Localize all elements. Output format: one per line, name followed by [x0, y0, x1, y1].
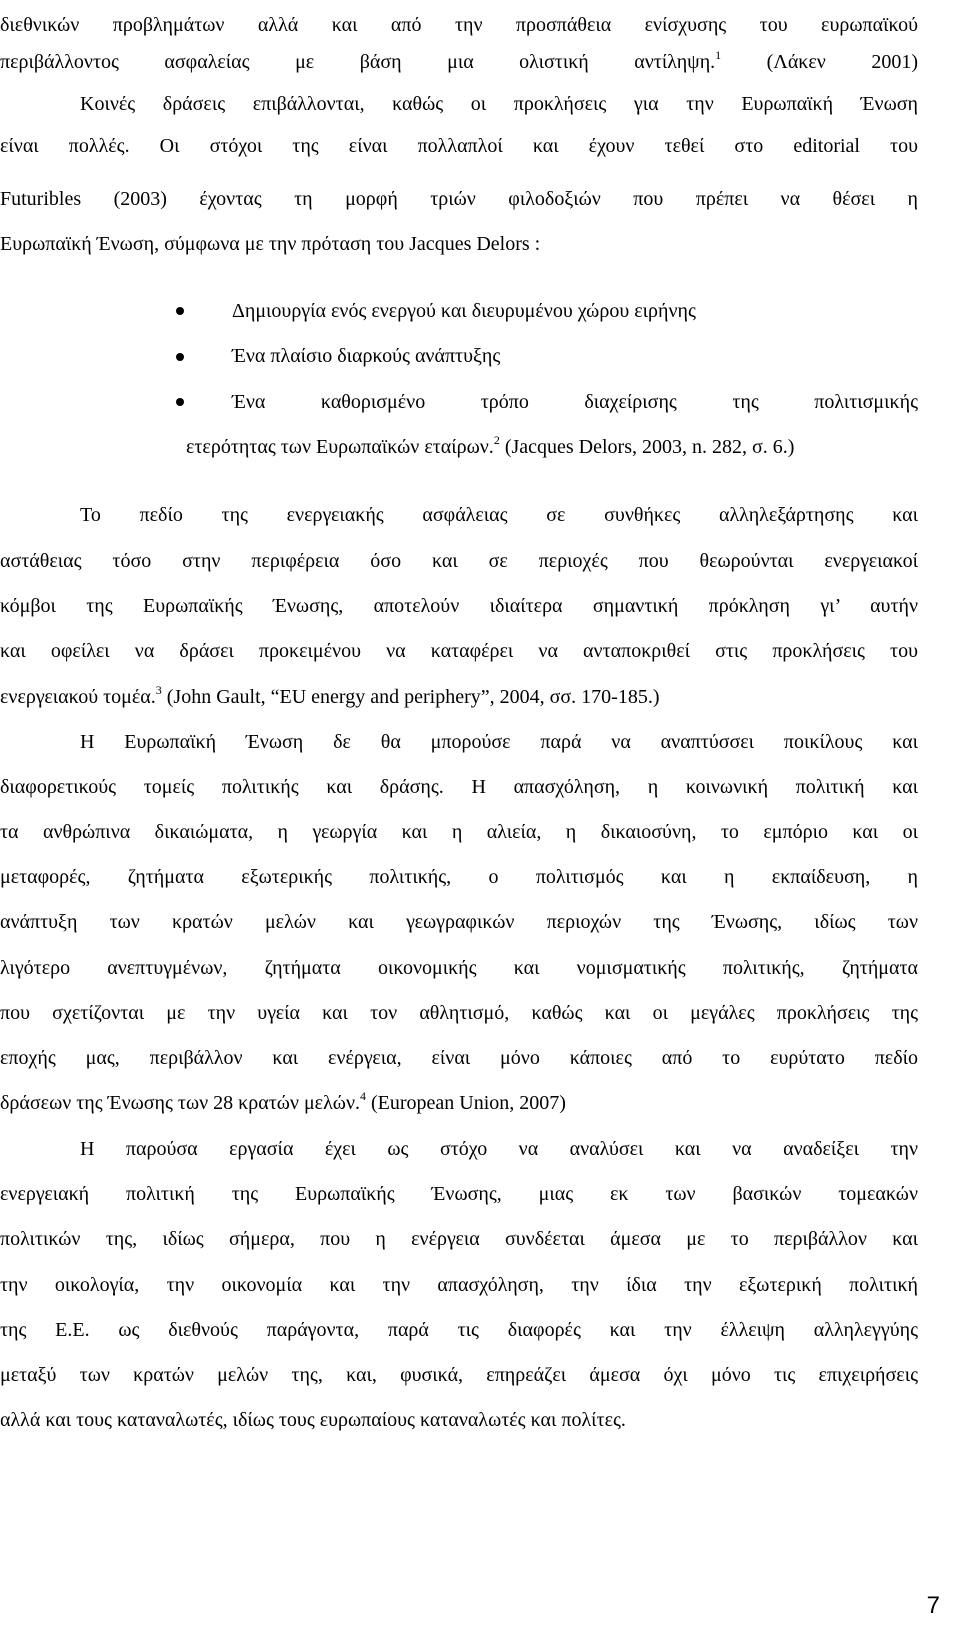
text-line: μεταφορές, ζητήματα εξωτερικής πολιτικής, ο πολιτισμός και η εκπαίδευση, η	[0, 866, 918, 888]
bullet-item: Ένα πλαίσιο διαρκούς ανάπτυξης	[232, 345, 501, 367]
text-line: Ευρωπαϊκή Ένωση, σύμφωνα με την πρόταση του Jacques Delors :	[0, 233, 541, 255]
bullet-icon	[176, 307, 184, 315]
text-line: λιγότερο ανεπτυγμένων, ζητήματα οικονομικής και νομισματικής πολιτικής, ζητήματα	[0, 957, 918, 979]
text-line: Η παρούσα εργασία έχει ως στόχο να αναλύσει και να αναδείξει την	[80, 1138, 918, 1160]
text-line: ετερότητας των Ευρωπαϊκών εταίρων.$^2$ (Jacques Delors, 2003, n. 282, σ. 6.)	[186, 433, 795, 458]
footnote-ref: 2	[493, 433, 500, 447]
text-line: ενεργειακού τομέα.$^3$ (John Gault, “EU energy and periphery”, 2004, σσ. 170-185.)	[0, 683, 660, 708]
text-line: ενεργειακή πολιτική της Ευρωπαϊκής Ένωσης, μιας εκ των βασικών τομεακών	[0, 1183, 918, 1205]
text-line: περιβάλλοντος ασφαλείας με βάση μια ολιστική αντίληψη.$^1$ (Λάκεν 2001)	[0, 48, 918, 73]
text-line: διεθνικών προβλημάτων αλλά και από την προσπάθεια ενίσχυσης του ευρωπαϊκού	[0, 14, 918, 36]
text-line: που σχετίζονται με την υγεία και τον αθλητισμό, καθώς και οι μεγάλες προκλήσεις της	[0, 1002, 918, 1024]
text-line: εποχής μας, περιβάλλον και ενέργεια, είναι μόνο κάποιες από το ευρύτατο πεδίο	[0, 1047, 918, 1069]
text-line: δράσεων της Ένωσης των 28 κρατών μελών.$^4$ (European Union, 2007)	[0, 1089, 566, 1114]
text-line: αλλά και τους καταναλωτές, ιδίως τους ευρωπαίους καταναλωτές και πολίτες.	[0, 1409, 626, 1431]
text-line: Κοινές δράσεις επιβάλλονται, καθώς οι προκλήσεις για την Ευρωπαϊκή Ένωση	[80, 93, 918, 115]
text-line: πολιτικών της, ιδίως σήμερα, που η ενέργεια συνδέεται άμεσα με το περιβάλλον και	[0, 1228, 918, 1250]
text-line: Το πεδίο της ενεργειακής ασφάλειας σε συνθήκες αλληλεξάρτησης και	[80, 504, 918, 526]
footnote-ref: 1	[715, 48, 722, 62]
page-number: 7	[926, 1592, 940, 1619]
bullet-item: Δημιουργία ενός ενεργού και διευρυμένου χώρου ειρήνης	[232, 300, 696, 322]
text-line: κόμβοι της Ευρωπαϊκής Ένωσης, αποτελούν ιδιαίτερα σημαντική πρόκληση γι’ αυτήν	[0, 595, 918, 617]
bullet-icon	[176, 353, 184, 361]
footnote-ref: 3	[155, 683, 162, 697]
footnote-ref: 4	[359, 1089, 366, 1103]
text-line: μεταξύ των κρατών μελών της, και, φυσικά, επηρεάζει άμεσα όχι μόνο τις επιχειρήσεις	[0, 1364, 918, 1386]
text-line: την οικολογία, την οικονομία και την απασχόληση, την ίδια την εξωτερική πολιτική	[0, 1274, 918, 1296]
text-line: είναι πολλές. Οι στόχοι της είναι πολλαπλοί και έχουν τεθεί στο editorial του	[0, 135, 918, 157]
text-line: τα ανθρώπινα δικαιώματα, η γεωργία και η αλιεία, η δικαιοσύνη, το εμπόριο και οι	[0, 821, 918, 843]
text-line: ανάπτυξη των κρατών μελών και γεωγραφικών περιοχών της Ένωσης, ιδίως των	[0, 911, 918, 933]
bullet-icon	[176, 398, 184, 406]
text-line: της Ε.Ε. ως διεθνούς παράγοντα, παρά τις διαφορές και την έλλειψη αλληλεγγύης	[0, 1319, 918, 1341]
text-line: Η Ευρωπαϊκή Ένωση δε θα μπορούσε παρά να αναπτύσσει ποικίλους και	[80, 731, 918, 753]
text-line: διαφορετικούς τομείς πολιτικής και δράσης. Η απασχόληση, η κοινωνική πολιτική και	[0, 776, 918, 798]
bullet-item: Ένα καθορισμένο τρόπο διαχείρισης της πολιτισμικής	[232, 391, 918, 413]
text-line: αστάθειας τόσο στην περιφέρεια όσο και σε περιοχές που θεωρούνται ενεργειακοί	[0, 550, 918, 572]
text-line: Futuribles (2003) έχοντας τη μορφή τριών φιλοδοξιών που πρέπει να θέσει η	[0, 188, 918, 210]
text-line: και οφείλει να δράσει προκειμένου να καταφέρει να ανταποκριθεί στις προκλήσεις του	[0, 640, 918, 662]
